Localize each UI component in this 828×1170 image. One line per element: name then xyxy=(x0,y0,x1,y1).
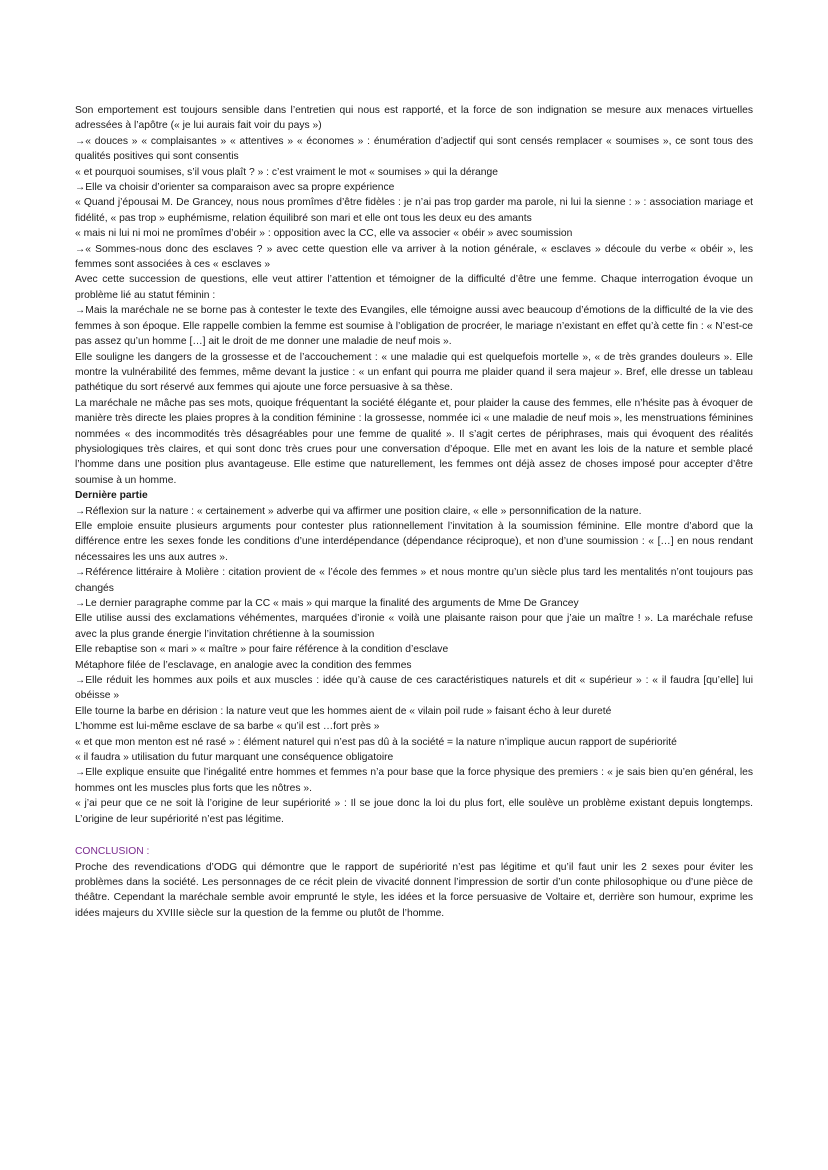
paragraph: Avec cette succession de questions, elle veut attirer l’attention et témoigner de la difficulté d’être une femme. Chaque interrogation évoque un problème lié au statut féminin : xyxy=(75,274,753,301)
paragraph: Elle tourne la barbe en dérision : la nature veut que les hommes aient de « vilain poil rude » faisant écho à leur dureté xyxy=(75,705,612,717)
section-heading-last-part: Dernière partie xyxy=(75,490,148,502)
paragraph: →Elle explique ensuite que l’inégalité entre hommes et femmes n’a pour base que la force physique des premiers : « je sais bien qu’en général, les hommes ont les muscles plus forts que les nôtres ». xyxy=(75,767,753,794)
paragraph: →Référence littéraire à Molière : citation provient de « l’école des femmes » et nous montre qu’un siècle plus tard les mentalités n’ont toujours pas changés xyxy=(75,567,753,594)
paragraph: « et que mon menton est né rasé » : élément naturel qui n’est pas dû à la société = la nature n’implique aucun rapport de supériorité xyxy=(75,736,677,748)
paragraph: →Elle réduit les hommes aux poils et aux muscles : idée qu’à cause de ces caractéristiques naturels et dit « supérieur » : « il faudra [qu’elle] lui obéisse » xyxy=(75,675,753,702)
document-page xyxy=(75,103,753,921)
paragraph: →Mais la maréchale ne se borne pas à contester le texte des Evangiles, elle témoigne aussi avec beaucoup d’émotions de la difficulté de la vie des femmes à son époque. Elle rappelle combien la femme est soumise à l’obligation de procréer, le mariage n’existant en effet qu’à cette fin : « N’est-ce pas assez qu’un homme […] ait le droit de me donner une maladie de neuf mois ». xyxy=(75,305,753,348)
paragraph: Elle utilise aussi des exclamations véhémentes, marquées d’ironie « voilà une plaisante raison pour que j’aie un maître ! ». La maréchale refuse avec la plus grande énergie l’invitation chrétienne à la soumission xyxy=(75,613,753,640)
paragraph: →« Sommes-nous donc des esclaves ? » avec cette question elle va arriver à la notion générale, « esclaves » découle du verbe « obéir », les femmes sont associées à ces « esclaves » xyxy=(75,243,753,271)
conclusion-heading: CONCLUSION : xyxy=(75,846,150,858)
paragraph: « mais ni lui ni moi ne promîmes d’obéir » : opposition avec la CC, elle va associer « obéir » avec soumission xyxy=(75,228,573,240)
paragraph: Elle rebaptise son « mari » « maître » pour faire référence à la condition d’esclave xyxy=(75,644,449,656)
conclusion-paragraph: Proche des revendications d’ODG qui démontre que le rapport de supériorité n’est pas légitime et qu’il faut unir les 2 sexes pour éviter les problèmes dans la société. Les personnages de ce récit plein de vivacité donnent l’impression de sortir d’un conte philosophique ou d’une pièce de théâtre. Cependant la maréchale semble avoir emprunté le style, les idées et la force persuasive de Voltaire et, derrière son humour, exprime les idées majeurs du XVIIIe siècle sur la question de la femme ou plutôt de l’homme. xyxy=(75,861,753,919)
paragraph: La maréchale ne mâche pas ses mots, quoique fréquentant la société élégante et, pour plaider la cause des femmes, elle n’hésite pas à évoquer de manière très directe les plaies propres à la condition féminine : la grossesse, nommée ici « une maladie de neuf mois », les menstruations féminines nommées « des incommodités très désagréables pour une femme de qualité ». Il s’agit certes de périphrases, mais qui évoquent des réalités physiologiques très claires, et qui sont donc très crues pour une conversation d’époque. Elle met en avant les lois de la nature et semble placé l’homme dans une position plus avantageuse. Elle estime que naturellement, les femmes ont déjà assez de choses imposé pour accepter d’être soumise à un homme. xyxy=(75,397,753,486)
paragraph: Métaphore filée de l’esclavage, en analogie avec la condition des femmes xyxy=(75,659,412,671)
paragraph: « j’ai peur que ce ne soit là l’origine de leur supériorité » : Il se joue donc la loi du plus fort, elle soulève un problème existant depuis longtemps. L’origine de leur supériorité n’est pas légitime. xyxy=(75,798,753,825)
paragraph: Elle souligne les dangers de la grossesse et de l’accouchement : « une maladie qui est quelquefois mortelle », « de très grandes douleurs ». Elle montre la vulnérabilité des femmes, même devant la justice : « un enfant qui pourra me plaider quand il sera majeur ». Bref, elle dresse un tableau pathétique du sort réservé aux femmes qui ajoute une force persuasive à sa thèse. xyxy=(75,351,753,394)
paragraph: « il faudra » utilisation du futur marquant une conséquence obligatoire xyxy=(75,752,394,764)
paragraph: Son emportement est toujours sensible dans l’entretien qui nous est rapporté, et la force de son indignation se mesure aux menaces virtuelles adressées à l’apôtre (« je lui aurais fait voir du pays ») xyxy=(75,105,753,132)
paragraph: Elle emploie ensuite plusieurs arguments pour contester plus rationnellement l’invitation à la soumission féminine. Elle montre d’abord que la différence entre les sexes fonde les conditions d’une interdépendance (dépendance réciproque), et non d’une soumission : « […] en nous rendant nécessaires les uns aux autres ». xyxy=(75,520,753,563)
paragraph: →Réflexion sur la nature : « certainement » adverbe qui va affirmer une position claire, « elle » personnification de la nature. xyxy=(75,505,642,517)
paragraph: « Quand j’épousai M. De Grancey, nous nous promîmes d’être fidèles : je n’ai pas trop garder ma parole, ni lui la sienne : » : association mariage et fidélité, « pas trop » euphémisme, relation équilibré son mari et elle ont tous les deux eu des amants xyxy=(75,197,753,224)
paragraph: →« douces » « complaisantes » « attentives » « économes » : énumération d’adjectif qui sont censés remplacer « soumises », ce sont tous des qualités positives qui sont consentis xyxy=(75,135,753,163)
paragraph: →Le dernier paragraphe comme par la CC « mais » qui marque la finalité des arguments de Mme De Grancey xyxy=(75,598,579,609)
paragraph: →Elle va choisir d’orienter sa comparaison avec sa propre expérience xyxy=(75,182,395,194)
paragraph: L’homme est lui-même esclave de sa barbe « qu’il est …fort près » xyxy=(75,721,380,733)
paragraph: « et pourquoi soumises, s’il vous plaît ? » : c’est vraiment le mot « soumises » qui la dérange xyxy=(75,166,498,178)
